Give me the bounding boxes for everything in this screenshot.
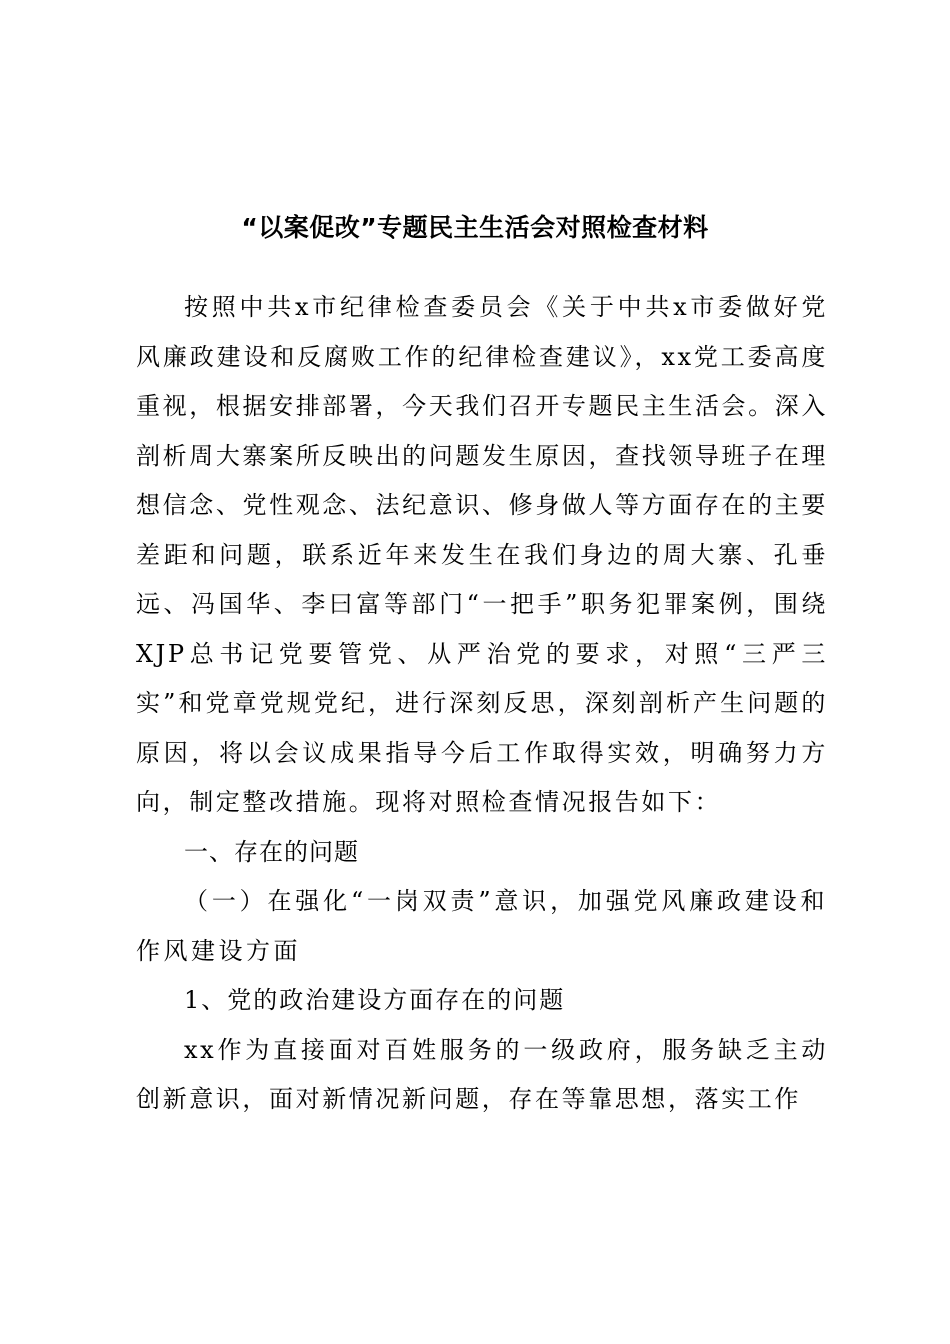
section-heading-problems: 一、存在的问题	[184, 837, 359, 866]
document-body	[136, 283, 828, 1125]
point-heading-political: 1、党的政治建设方面存在的问题	[184, 986, 566, 1014]
document-title: “以案促改”专题民主生活会对照检查材料	[241, 213, 709, 242]
intro-paragraph: 按照中共x市纪律检查委员会《关于中共x市委做好党风廉政建设和反腐败工作的纪律检查建议》，xx党工委高度重视，根据安排部署，今天我们召开专题民主生活会。深入剖析周大寨案所反映出的问题发生原因，查找领导班子在理想信念、党性观念、法纪意识、修身做人等方面存在的主要差距和问题，联系近年来发生在我们身边的周大寨、孔垂远、冯国华、李曰富等部门“一把手”职务犯罪案例，围绕XJP总书记党要管党、从严治党的要求，对照“三严三实”和党章党规党纪，进行深刻反思，深刻剖析产生问题的原因，将以会议成果指导今后工作取得实效，明确努力方向，制定整改措施。现将对照检查情况报告如下：	[136, 293, 828, 816]
point-paragraph-political: xx作为直接面对百姓服务的一级政府，服务缺乏主动创新意识，面对新情况新问题，存在等靠思想，落实工作	[136, 1035, 828, 1113]
subsection-heading-one: （一）在强化“一岗双责”意识，加强党风廉政建设和作风建设方面	[136, 887, 828, 965]
